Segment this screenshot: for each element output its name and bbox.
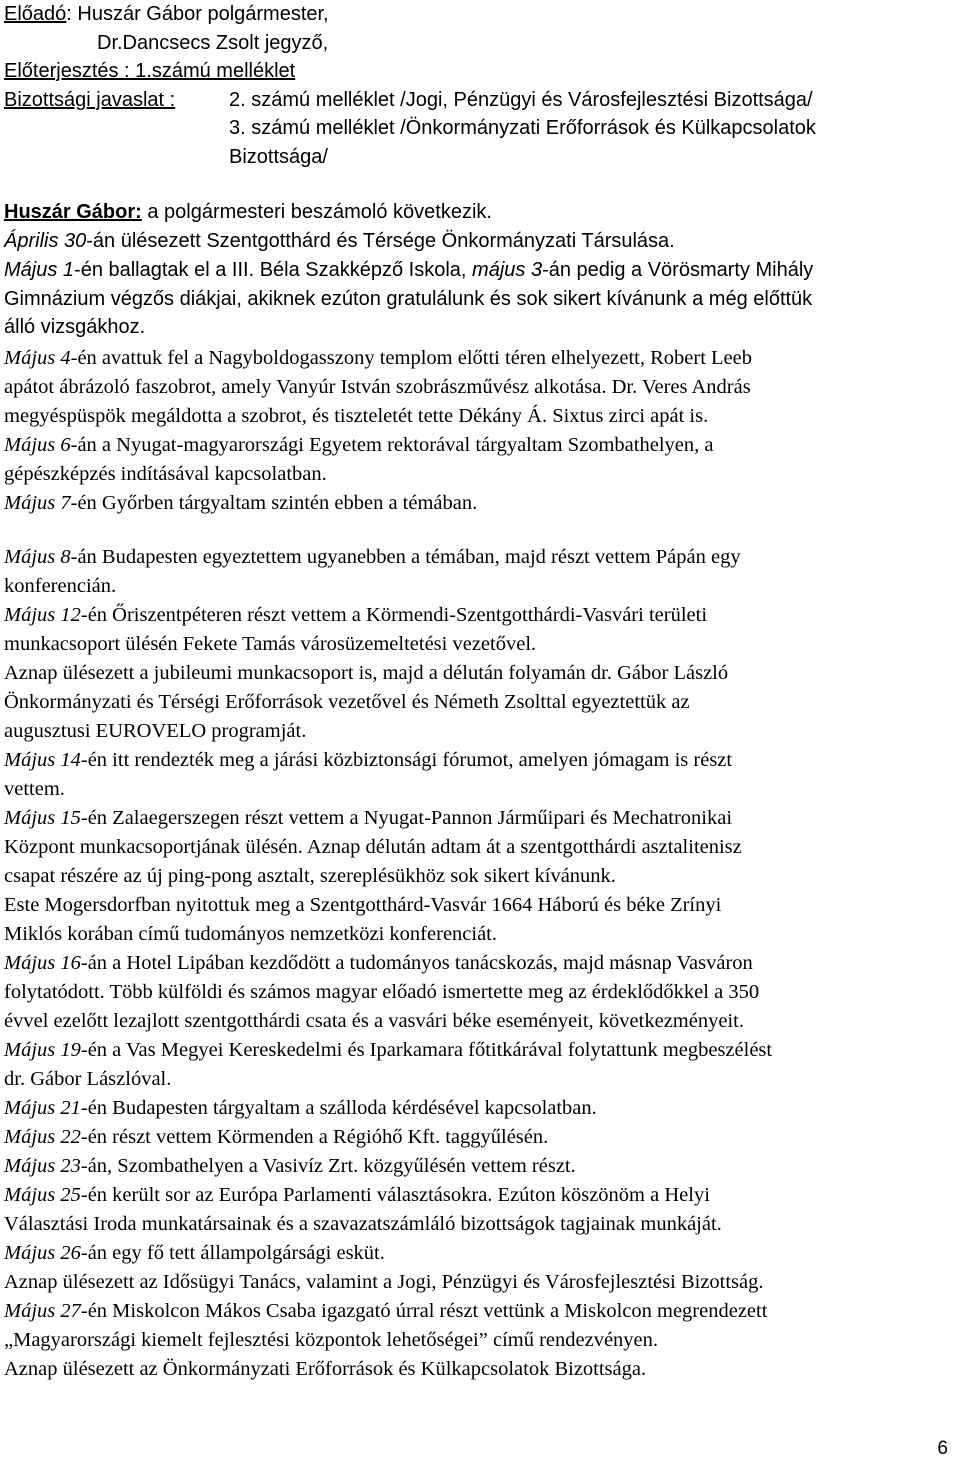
header-bizottsagi-value-3: Bizottsága/: [229, 146, 328, 168]
body-line-29: Május 19-én a Vas Megyei Kereskedelmi és Iparkamara főtitkárával folytattunk megbeszélést: [4, 1039, 773, 1061]
header-eloterjesztes-line: [4, 59, 295, 83]
body-line-11: Május 7-én Győrben tárgyaltam szintén ebben a témában.: [4, 492, 478, 514]
body-line-9: Május 6-án a Nyugat-magyarországi Egyetem rektorával tárgyaltam Szombathelyen, a: [4, 434, 714, 456]
body-line-8: megyéspüspök megáldotta a szobrot, és tiszteletét tette Dékány Á. Sixtus zirci apát is.: [4, 405, 709, 427]
body-line-31: Május 21-én Budapesten tárgyaltam a szálloda kérdésével kapcsolatban.: [4, 1097, 597, 1119]
body-line-21: Május 15-én Zalaegerszegen részt vettem a Nyugat-Pannon Járműipari és Mechatronikai: [4, 807, 733, 829]
body-line-18: augusztusi EUROVELO programját.: [4, 720, 307, 742]
body-line-3: Május 1-én ballagtak el a III. Béla Szakképző Iskola, május 3-án pedig a Vörösmarty Mihály: [4, 259, 814, 281]
body-line-14: Május 12-én Őriszentpéteren részt vettem a Körmendi-Szentgotthárdi-Vasvári területi: [4, 604, 708, 626]
body-line-33: Május 23-án, Szombathelyen a Vasivíz Zrt. közgyűlésén vettem részt.: [4, 1155, 576, 1177]
body-line-1: Huszár Gábor: a polgármesteri beszámoló következik.: [4, 201, 492, 223]
header-eloado-line: [4, 2, 329, 26]
header-bizottsagi-label: Bizottsági javaslat :: [4, 89, 176, 111]
body-line-16: Aznap ülésezett a jubileumi munkacsoport is, majd a délután folyamán dr. Gábor László: [4, 662, 729, 684]
body-line-26: Május 16-án a Hotel Lipában kezdődött a tudományos tanácskozás, majd másnap Vasváron: [4, 952, 753, 974]
header-bizottsagi-value-2: 3. számú melléklet /Önkormányzati Erőforrások és Külkapcsolatok: [229, 117, 816, 139]
body-line-25: Miklós korában című tudományos nemzetközi konferenciát.: [4, 923, 498, 945]
header-jegyzo-line: Dr.Dancsecs Zsolt jegyző,: [97, 32, 329, 54]
body-line-17: Önkormányzati és Térségi Erőforrások vezetővel és Németh Zsolttal egyeztettük az: [4, 691, 690, 713]
body-line-32: Május 22-én részt vettem Körmenden a Régióhő Kft. taggyűlésén.: [4, 1126, 549, 1148]
body-line-40: Aznap ülésezett az Önkormányzati Erőforrások és Külkapcsolatok Bizottsága.: [4, 1358, 647, 1380]
body-line-38: Május 27-én Miskolcon Mákos Csaba igazgató úrral részt vettünk a Miskolcon megrendezett: [4, 1300, 768, 1322]
body-line-5: álló vizsgákhoz.: [4, 316, 146, 338]
body-line-4: Gimnázium végzős diákjai, akiknek ezúton gratulálunk és sok sikert kívánunk a még előttük: [4, 288, 813, 310]
body-line-10: gépészképzés indításával kapcsolatban.: [4, 463, 327, 485]
eloado-value: : Huszár Gábor polgármester,: [66, 3, 329, 25]
body-line-20: vettem.: [4, 778, 65, 800]
body-line-15: munkacsoport ülésén Fekete Tamás városüzemeltetési vezetővel.: [4, 633, 537, 655]
body-line-28: évvel ezelőtt lezajlott szentgotthárdi csata és a vasvári béke eseményeit, következményeit.: [4, 1010, 744, 1032]
page-number: 6: [937, 1438, 948, 1459]
eloterjesztes-value: 1.számú melléklet: [129, 60, 296, 82]
body-line-24: Este Mogersdorfban nyitottuk meg a Szentgotthárd-Vasvár 1664 Háború és béke Zrínyi: [4, 894, 722, 916]
body-line-13: konferencián.: [4, 575, 117, 597]
body-line-39: „Magyarországi kiemelt fejlesztési központok lehetőségei” című rendezvényen.: [4, 1329, 659, 1351]
body-line-7: apátot ábrázoló faszobrot, amely Vanyúr István szobrászművész alkotása. Dr. Veres András: [4, 376, 751, 398]
body-line-34: Május 25-én került sor az Európa Parlamenti választásokra. Ezúton köszönöm a Helyi: [4, 1184, 710, 1206]
body-line-36: Május 26-án egy fő tett állampolgársági esküt.: [4, 1242, 385, 1264]
body-line-30: dr. Gábor Lászlóval.: [4, 1068, 172, 1090]
body-line-6: Május 4-én avattuk fel a Nagyboldogasszony templom előtti téren elhelyezett, Robert Leeb: [4, 347, 753, 369]
body-line-19: Május 14-én itt rendezték meg a járási közbiztonsági fórumot, amelyen jómagam is részt: [4, 749, 733, 771]
body-line-27: folytatódott. Több külföldi és számos magyar előadó ismertette meg az érdeklődőkkel a 350: [4, 981, 760, 1003]
speaker-name: Huszár Gábor:: [4, 201, 142, 223]
body-line-22: Központ munkacsoportjának ülésén. Aznap délután adtam át a szentgotthárdi asztalitenisz: [4, 836, 742, 858]
header-bizottsagi-value-1: 2. számú melléklet /Jogi, Pénzügyi és Városfejlesztési Bizottsága/: [229, 89, 813, 111]
body-line-2: Április 30-án ülésezett Szentgotthárd és Térsége Önkormányzati Társulása.: [4, 230, 675, 252]
body-line-12: Május 8-án Budapesten egyeztettem ugyanebben a témában, majd részt vettem Pápán egy: [4, 546, 741, 568]
eloado-label: Előadó: [4, 3, 67, 25]
body-line-37: Aznap ülésezett az Idősügyi Tanács, valamint a Jogi, Pénzügyi és Városfejlesztési Bizottság.: [4, 1271, 764, 1293]
body-line-35: Választási Iroda munkatársainak és a szavazatszámláló bizottságok tagjainak munkáját.: [4, 1213, 722, 1235]
eloterjesztes-label: Előterjesztés :: [4, 60, 130, 82]
body-line-23: csapat részére az új ping-pong asztalt, szereplésükhöz sok sikert kívánunk.: [4, 865, 616, 887]
